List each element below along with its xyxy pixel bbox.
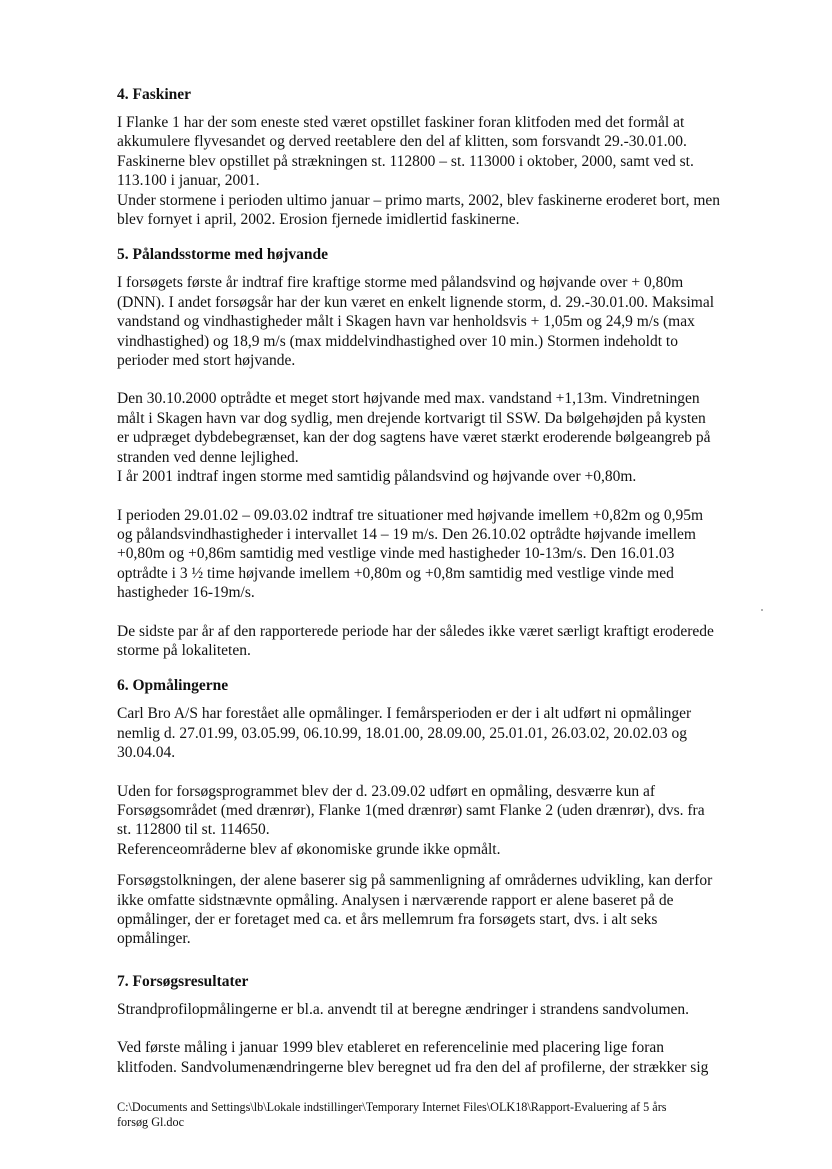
paragraph: Uden for forsøgsprogrammet blev der d. 23.09.02 udført en opmåling, desværre kun af Forsøgsområdet (med drænrør), Flanke 1(med drænrør) samt Flanke 2 (uden drænrør), dvs. fra st. 112800 til st. 114650. Referenceområderne blev af økonomiske grunde ikke opmålt.: [117, 782, 705, 858]
section-heading-forsogsresultater: 7. Forsøgsresultater: [117, 972, 249, 990]
paragraph: Carl Bro A/S har forestået alle opmålinger. I femårsperioden er der i alt udført ni opmålinger nemlig d. 27.01.99, 03.05.99, 06.10.99, 18.01.00, 28.09.00, 25.01.01, 26.03.02, 20.02.03 og 30.04.04.: [117, 705, 692, 762]
document-body: [117, 86, 777, 1077]
scan-speck: [761, 609, 763, 611]
section-heading-palandsstorme: 5. Pålandsstorme med højvande: [117, 246, 328, 264]
paragraph: Forsøgstolkningen, der alene baserer sig på sammenligning af områdernes udvikling, kan derfor ikke omfatte sidstnævnte opmåling. Analysen i nærværende rapport er alene baseret på de opmålinger, der er foretaget med ca. et års mellemrum fra forsøgets start, dvs. i alt seks opmålinger.: [117, 872, 713, 948]
paragraph: Den 30.10.2000 optrådte et meget stort højvande med max. vandstand +1,13m. Vindretningen målt i Skagen havn var dog sydlig, men drejende kortvarigt til SSW. Da bølgehøjden på kysten er udpræget dybdebegrænset, kan der dog sagtens have været stærkt eroderende bølgeangreb på stranden ved denne lejlighed. I år 2001 indtraf ingen storme med samtidig pålandsvind og højvande over +0,80m.: [117, 390, 711, 486]
paragraph: De sidste par år af den rapporterede periode har der således ikke været særligt kraftigt eroderede storme på lokaliteten.: [117, 622, 714, 659]
file-path-footer: C:\Documents and Settings\lb\Lokale indstillinger\Temporary Internet Files\OLK18\Rapport-Evaluering af 5 års forsøg Gl.doc: [117, 1100, 667, 1129]
section-heading-faskiner: 4. Faskiner: [117, 86, 192, 103]
paragraph: I Flanke 1 har der som eneste sted været opstillet faskiner foran klitfoden med det formål at akkumulere flyvesandet og derved reetablere den del af klitten, som forsvandt 29.-30.01.00. Faskinerne blev opstillet på strækningen st. 112800 – st. 113000 i oktober, 2000, samt ved st. 113.100 i januar, 2001. Under stormene i perioden ultimo januar – primo marts, 2002, blev faskinerne eroderet bort, men blev fornyet i april, 2002. Erosion fjernede imidlertid faskinerne.: [117, 114, 721, 229]
paragraph: Ved første måling i januar 1999 blev etableret en referencelinie med placering lige foran klitfoden. Sandvolumenændringerne blev beregnet ud fra den del af profilerne, der strækker sig: [117, 1039, 709, 1076]
section-heading-opmalingerne: 6. Opmålingerne: [117, 677, 229, 695]
paragraph: I perioden 29.01.02 – 09.03.02 indtraf tre situationer med højvande imellem +0,82m og 0,95m og pålandsvindhastigheder i intervallet 14 – 19 m/s. Den 26.10.02 optrådte højvande imellem +0,80m og +0,86m samtidig med vestlige vinde med hastigheder 10-13m/s. Den 16.01.03 optrådte i 3 ½ time højvande imellem +0,80m og +0,8m samtidig med vestlige vinde med hastigheder 16-19m/s.: [117, 506, 704, 602]
paragraph: I forsøgets første år indtraf fire kraftige storme med pålandsvind og højvande over + 0,80m (DNN). I andet forsøgsår har der kun været en enkelt lignende storm, d. 29.-30.01.00. Maksimal vandstand og vindhastigheder målt i Skagen havn var henholdsvis + 1,05m og 24,9 m/s (max vindhastighed) og 18,9 m/s (max middelvindhastighed over 10 min.) Stormen indeholdt to perioder med stort højvande.: [117, 274, 715, 370]
paragraph: Strandprofilopmålingerne er bl.a. anvendt til at beregne ændringer i strandens sandvolumen.: [117, 1000, 690, 1018]
